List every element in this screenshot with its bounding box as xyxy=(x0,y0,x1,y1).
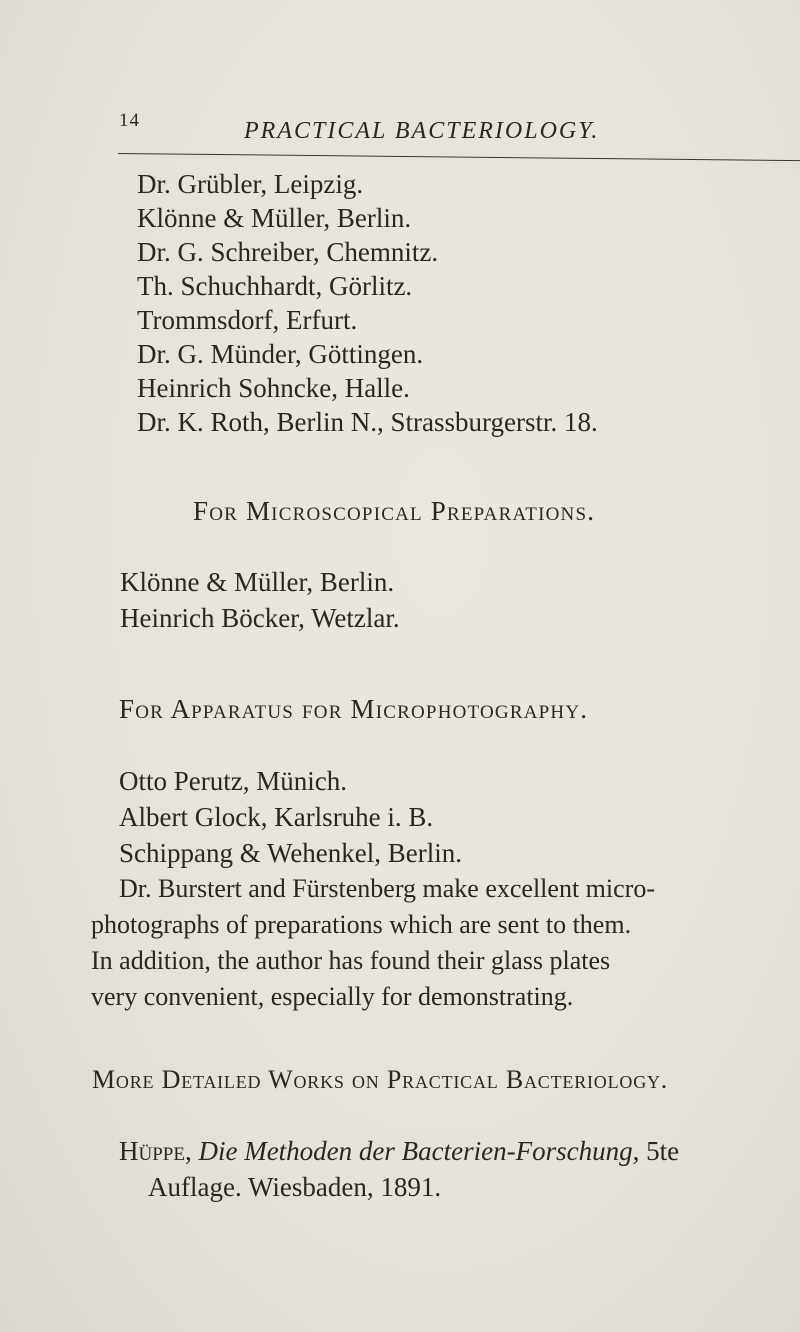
list-item: Dr. G. Münder, Göttingen. xyxy=(137,339,424,369)
list-item: Albert Glock, Karlsruhe i. B. xyxy=(119,802,434,832)
list-item: Schippang & Wehenkel, Berlin. xyxy=(119,838,463,868)
list-item: Dr. K. Roth, Berlin N., Strassburgerstr. 18. xyxy=(137,407,598,437)
reference-author: Hüppe, xyxy=(119,1136,192,1166)
paragraph-line: photographs of preparations which are sent to them. xyxy=(91,910,632,939)
list-item: Klönne & Müller, Berlin. xyxy=(120,567,395,597)
running-title: PRACTICAL BACTERIOLOGY. xyxy=(244,118,600,144)
page-header xyxy=(0,0,800,190)
list-item: Trommsdorf, Erfurt. xyxy=(137,305,358,335)
paragraph-line: Dr. Burstert and Fürstenberg make excellent micro- xyxy=(119,874,655,903)
list-item: Heinrich Böcker, Wetzlar. xyxy=(120,603,400,633)
section-heading: For Apparatus for Microphotography. xyxy=(119,694,589,724)
paragraph-line: In addition, the author has found their glass plates xyxy=(91,946,611,975)
header-rule xyxy=(118,153,800,161)
page-number: 14 xyxy=(119,110,140,131)
list-item: Dr. G. Schreiber, Chemnitz. xyxy=(137,237,439,267)
reference-line xyxy=(119,1135,679,1167)
section-heading: More Detailed Works on Practical Bacteriology. xyxy=(92,1065,669,1094)
reference-continuation: Auflage. Wiesbaden, 1891. xyxy=(148,1172,442,1202)
section-heading: For Microscopical Preparations. xyxy=(193,496,596,526)
list-item: Otto Perutz, Münich. xyxy=(119,766,347,796)
paragraph-line: very convenient, especially for demonstrating. xyxy=(91,982,574,1011)
reference-title: Die Methoden der Bacterien-Forschung, xyxy=(198,1136,640,1166)
list-item: Dr. Grübler, Leipzig. xyxy=(137,169,364,199)
reference-edition: 5te xyxy=(646,1136,680,1166)
list-item: Th. Schuchhardt, Görlitz. xyxy=(137,271,413,301)
list-item: Klönne & Müller, Berlin. xyxy=(137,203,412,233)
list-item: Heinrich Sohncke, Halle. xyxy=(137,373,410,403)
